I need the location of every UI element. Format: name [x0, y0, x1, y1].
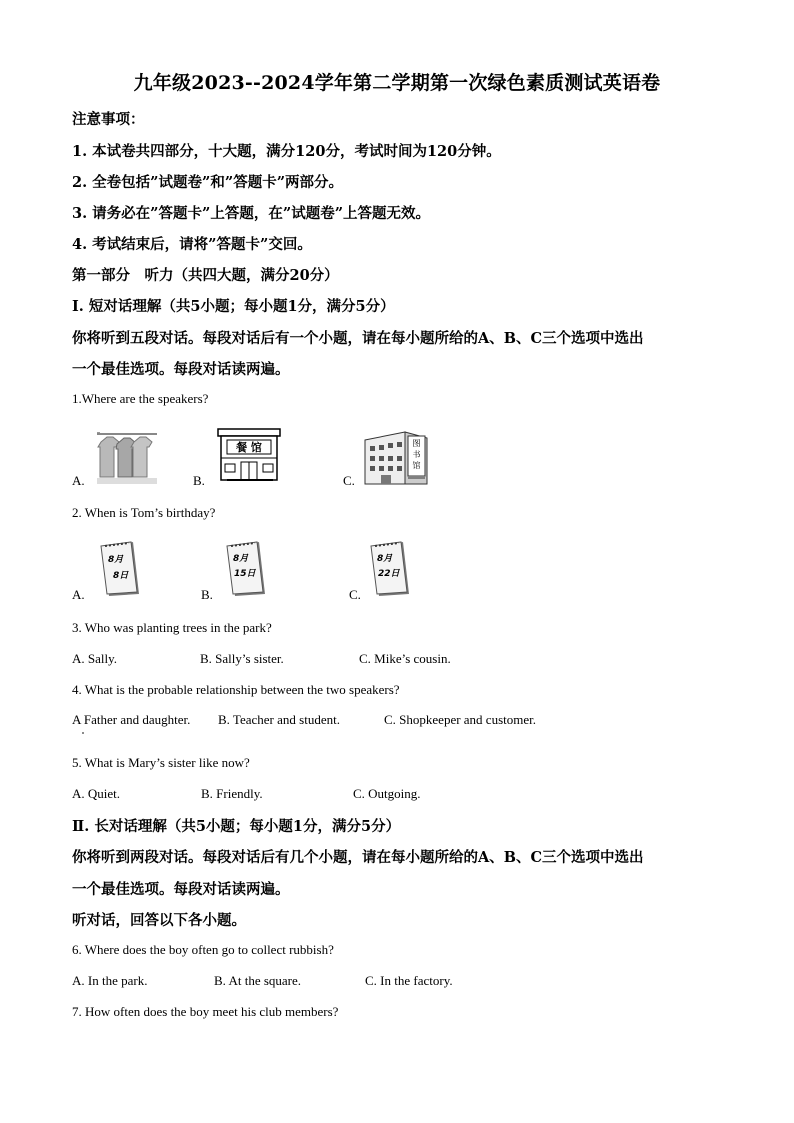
notes-item: 4. 考试结束后，请将”答题卡”交回。 [72, 236, 312, 253]
calendar-month: 8月 [108, 555, 124, 565]
notes-item: 2. 全卷包括”试题卷”和”答题卡”两部分。 [72, 174, 344, 191]
calendar-aug-22-image [369, 540, 411, 598]
question-5: 5. What is Mary’s sister like now? [72, 755, 250, 770]
library-sign-char: 书 [412, 450, 421, 459]
question-3: 3. Who was planting trees in the park? [72, 620, 272, 635]
option-a-label: A. [72, 473, 85, 488]
calendar-day: 8日 [113, 571, 129, 581]
calendar-month: 8月 [377, 554, 393, 564]
option-b-label: B. [201, 587, 213, 602]
restaurant-sign: 餐 馆 [236, 441, 262, 454]
option-b: B. At the square. [214, 973, 302, 988]
notes-item: 3. 请务必在”答题卡”上答题，在”试题卷”上答题无效。 [72, 205, 431, 222]
option-a-label: A. [72, 587, 85, 602]
library-sign-char: 馆 [412, 461, 421, 470]
question-7: 7. How often does the boy meet his club members? [72, 1004, 339, 1019]
option-a: A. Sally. [72, 651, 118, 666]
question-4: 4. What is the probable relationship between the two speakers? [72, 682, 400, 697]
option-c-label: C. [349, 587, 361, 602]
calendar-day: 15日 [234, 569, 256, 579]
library-sign-char: 图 [412, 439, 421, 448]
option-c: C. In the factory. [365, 973, 453, 988]
calendar-aug-8-image [99, 540, 141, 598]
option-a: A Father and daughter. [72, 712, 191, 727]
section1-instruction: 一个最佳选项。每段对话读两遍。 [72, 361, 290, 378]
option-c: C. Mike’s cousin. [359, 651, 451, 666]
clothes-store-image [95, 428, 160, 486]
option-b: B. Sally’s sister. [200, 651, 284, 666]
calendar-aug-15-image [225, 540, 267, 598]
question-1: 1.Where are the speakers? [72, 391, 209, 406]
option-b: B. Friendly. [201, 786, 263, 801]
section2-instruction: 听对话，回答以下各小题。 [72, 912, 246, 929]
part1-heading: 第一部分 听力（共四大题，满分20分） [72, 267, 339, 284]
option-c-label: C. [343, 473, 355, 488]
page-title: 九年级2023--2024学年第二学期第一次绿色素质测试英语卷 [133, 72, 661, 94]
restaurant-image [217, 428, 281, 482]
calendar-month: 8月 [233, 554, 249, 564]
section2-instruction: 一个最佳选项。每段对话读两遍。 [72, 881, 290, 898]
section2-instruction: 你将听到两段对话。每段对话后有几个小题，请在每小题所给的A、B、C三个选项中选出 [72, 849, 644, 866]
stray-dot [82, 732, 84, 734]
option-a: A. In the park. [72, 973, 148, 988]
notes-heading: 注意事项： [72, 111, 145, 128]
notes-item: 1. 本试卷共四部分，十大题，满分120分，考试时间为120分钟。 [72, 143, 501, 160]
option-a: A. Quiet. [72, 786, 121, 801]
question-2: 2. When is Tom’s birthday? [72, 505, 216, 520]
section1-instruction: 你将听到五段对话。每段对话后有一个小题，请在每小题所给的A、B、C三个选项中选出 [72, 330, 644, 347]
option-b: B. Teacher and student. [218, 712, 340, 727]
option-b-label: B. [193, 473, 205, 488]
section2-heading: Ⅱ. 长对话理解（共5小题；每小题1分，满分5分） [72, 818, 401, 835]
calendar-day: 22日 [378, 569, 400, 579]
option-c: C. Outgoing. [353, 786, 421, 801]
option-c: C. Shopkeeper and customer. [384, 712, 536, 727]
question-6: 6. Where does the boy often go to collect rubbish? [72, 942, 334, 957]
library-image [361, 426, 431, 486]
section1-heading: Ⅰ. 短对话理解（共5小题；每小题1分，满分5分） [72, 298, 395, 315]
